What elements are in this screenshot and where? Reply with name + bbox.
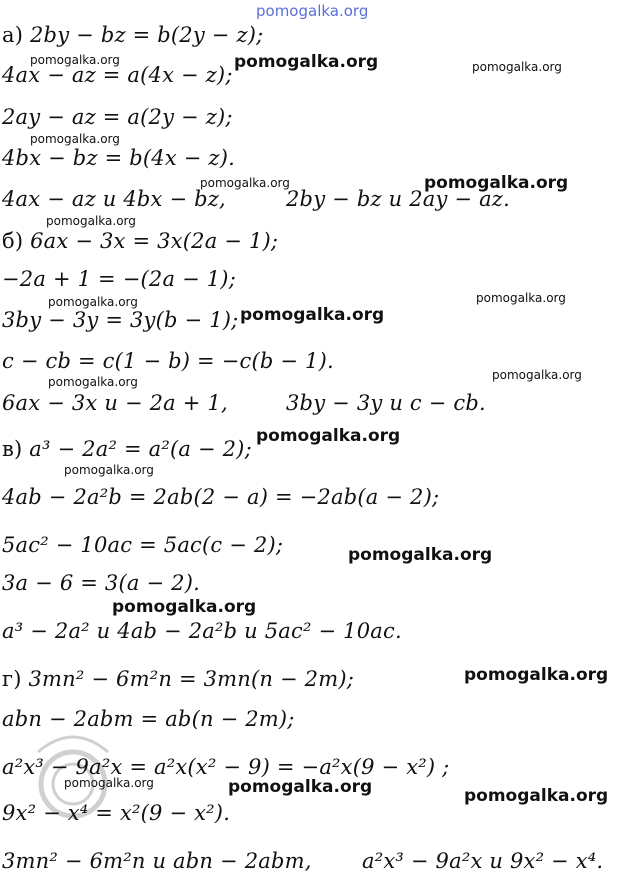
watermark-small: pomogalka.org [492,368,582,382]
equation-line [2,390,486,416]
watermark-small: pomogalka.org [476,291,566,305]
equation-text: 3by − 3y = 3y(b − 1); [2,308,239,332]
watermark-large: pomogalka.org [234,52,379,72]
equation-line [2,348,334,374]
equation-text: 3a − 6 = 3(a − 2). [2,571,200,595]
watermark-small: pomogalka.org [48,375,138,389]
equation-text: 3mn² − 6m²n и abn − 2abm, [2,849,312,873]
part-label: в) [2,437,30,461]
equation-text: 4ab − 2a²b = 2ab(2 − a) = −2ab(a − 2); [2,485,440,509]
equation-line [2,104,233,130]
watermark-large: pomogalka.org [464,786,609,806]
equation-line [2,307,238,333]
equation-line [2,570,200,596]
watermark-small: pomogalka.org [200,176,290,190]
equation-text: a²x³ − 9a²x = a²x(x² − 9) = −a²x(9 − x²) ; [2,755,450,779]
watermark-small: pomogalka.org [46,214,136,228]
watermark-large: pomogalka.org [424,173,569,193]
equation-line [2,484,439,510]
equation-text: 4ax − az и 4bx − bz, [2,187,226,211]
watermark-small: pomogalka.org [472,60,562,74]
equation-text: a³ − 2a² = a²(a − 2); [29,437,252,461]
watermark-small: pomogalka.org [30,132,120,146]
equation-line [2,186,510,212]
equation-text: 9x² − x⁴ = x²(9 − x²). [2,801,231,825]
equation-line [2,532,283,558]
watermark-large: pomogalka.org [112,597,257,617]
equation-text: c − cb = c(1 − b) = −c(b − 1). [2,349,334,373]
watermark-small: pomogalka.org [30,53,120,67]
watermark-large: pomogalka.org [228,777,373,797]
equation-line [2,618,402,644]
equation-line [2,266,236,292]
equation-text: 4ax − az = a(4x − z); [2,63,233,87]
equation-text: 2ay − az = a(2y − z); [2,105,233,129]
watermark-small: pomogalka.org [64,463,154,477]
equation-text: 2by − bz = b(2y − z); [30,23,264,47]
equation-text: 6ax − 3x и − 2a + 1, [2,391,228,415]
part-label: б) [2,229,31,253]
equation-text-tail: 2by − bz и 2ay − az. [286,187,510,211]
part-label: г) [2,667,29,691]
equation-text: a³ − 2a² и 4ab − 2a²b и 5ac² − 10ac. [2,619,402,643]
watermark-large: pomogalka.org [256,426,401,446]
watermark-large: pomogalka.org [348,545,493,565]
part-label: а) [2,23,30,47]
watermark-large: pomogalka.org [464,665,609,685]
equation-text: −2a + 1 = −(2a − 1); [2,267,236,291]
equation-text: 6ax − 3x = 3x(2a − 1); [30,229,279,253]
equation-line [2,436,252,462]
equation-line [2,22,263,48]
equation-text: abn − 2abm = ab(n − 2m); [2,707,295,731]
watermark-small: pomogalka.org [64,776,154,790]
equation-text-tail: 3by − 3y и c − cb. [286,391,486,415]
equation-text-tail: a²x³ − 9a²x и 9x² − x⁴. [362,849,604,873]
equation-text: 5ac² − 10ac = 5ac(c − 2); [2,533,284,557]
watermark-large: pomogalka.org [240,305,385,325]
equation-line [2,228,278,254]
watermark-small: pomogalka.org [48,295,138,309]
equation-line [2,848,604,874]
watermark-top: pomogalka.org [256,2,369,20]
equation-text: 3mn² − 6m²n = 3mn(n − 2m); [28,667,355,691]
equation-line [2,666,354,692]
equation-text: 4bx − bz = b(4x − z). [2,146,235,170]
equation-line [2,145,235,171]
